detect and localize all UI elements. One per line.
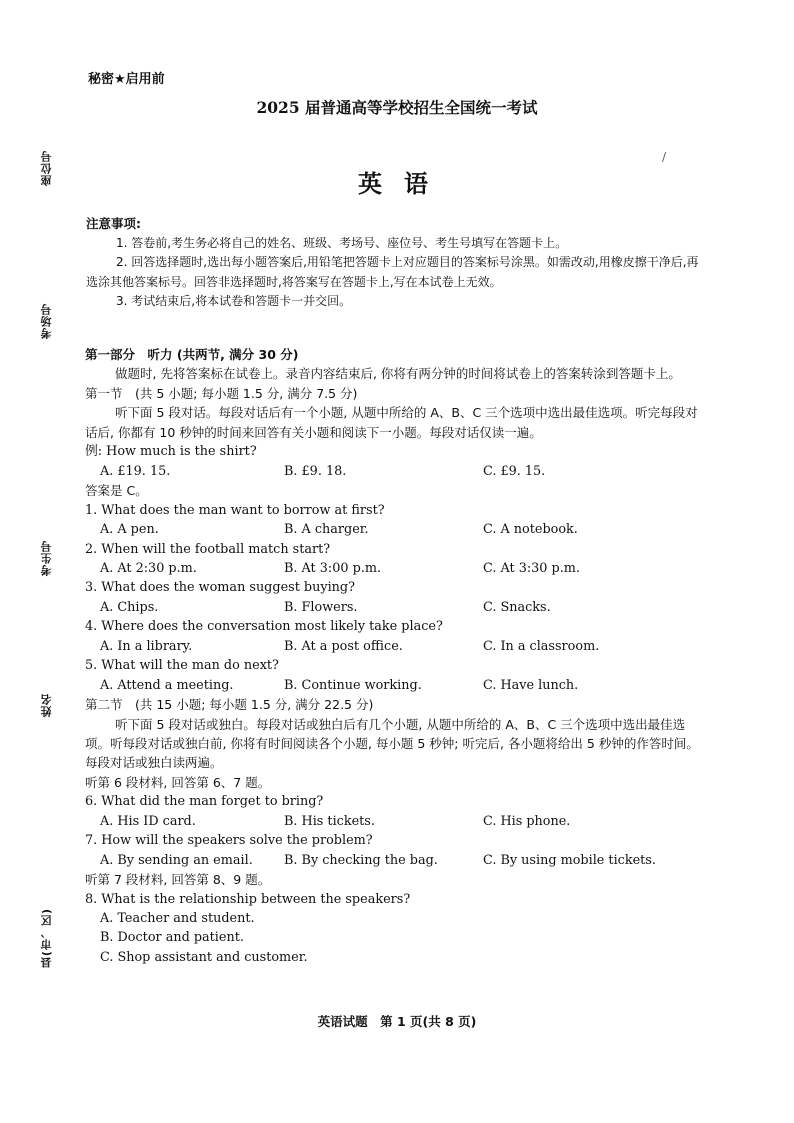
question-7: 7. How will the speakers solve the problem? [85,833,373,849]
section1-instructions: 听下面 5 段对话。每段对话后有一个小题, 从题中所给的 A、B、C 三个选项中选出最佳选项。听完每段对话后, 你都有 10 秒钟的时间来回答有关小题和阅读下一小题。每段对话仅读一遍。 [85,405,698,440]
question-5-options [85,676,705,695]
exam-title: 2025 届普通高等学校招生全国统一考试 [256,98,538,117]
question-2: 2. When will the football match start? [85,541,331,557]
option-b: B. Flowers. [284,599,358,615]
question-3-options [85,598,705,617]
option-b: B. A charger. [284,522,369,538]
section2-instructions: 听下面 5 段对话或独白。每段对话或独白后有几个小题, 从题中所给的 A、B、C 三个选项中选出最佳选项。听每段对话或独白前, 你将有时间阅读各个小题, 每小题 5 秒钟; 听完后, 各小题将给出 5 秒钟的作答时间。每段对话或独白读两遍。 [85,716,699,771]
notes-section [86,214,706,312]
question-2-options [85,559,705,578]
option-a: A. £19. 15. [100,463,171,479]
side-label-name: 姓名 [40,693,53,717]
part1-content [85,345,705,967]
option-c: C. Have lunch. [483,677,579,693]
part1-instructions: 做题时, 先将答案标在试卷上。录音内容结束后, 你将有两分钟的时间将试卷上的答案转涂到答题卡上。 [115,366,681,382]
option-c: C. Snacks. [483,599,551,615]
side-label-seat-number: 座位号 [40,150,53,186]
subject-title: 英语 [358,170,450,198]
option-b: B. Doctor and patient. [100,930,244,946]
material-6-label: 听第 6 段材料, 回答第 6、7 题。 [85,774,271,790]
option-c: C. At 3:30 p.m. [483,560,580,576]
option-c: C. By using mobile tickets. [483,852,656,868]
option-a: A. By sending an email. [100,852,253,868]
example-answer: 答案是 C。 [85,483,148,499]
section1-title: 第一节 (共 5 小题; 每小题 1.5 分, 满分 7.5 分) [85,385,358,401]
question-6: 6. What did the man forget to bring? [85,794,324,810]
option-c: C. In a classroom. [483,638,600,654]
side-label-student-number: 考生号 [40,540,53,576]
option-c: C. His phone. [483,813,571,829]
option-a: A. His ID card. [100,813,196,829]
question-3: 3. What does the woman suggest buying? [85,580,355,596]
side-label-room-number: 考场号 [40,303,53,339]
option-a: A. Attend a meeting. [100,677,234,693]
option-a: A. Chips. [100,599,159,615]
material-7-label: 听第 7 段材料, 回答第 8、9 题。 [85,872,271,888]
part1-title: 第一部分 听力 (共两节, 满分 30 分) [85,347,299,362]
side-label-county: 县(市、区) [40,908,53,969]
option-b: B. £9. 18. [284,463,347,479]
section2-title: 第二节 (共 15 小题; 每小题 1.5 分, 满分 22.5 分) [85,697,374,713]
note-item: 1. 答卷前,考生务必将自己的姓名、班级、考场号、座位号、考生号填写在答题卡上。 [116,235,568,250]
question-1: 1. What does the man want to borrow at first? [85,502,385,518]
option-b: B. At 3:00 p.m. [284,560,382,576]
question-5: 5. What will the man do next? [85,658,279,674]
question-6-options [85,812,705,831]
option-b: B. His tickets. [284,813,375,829]
page-footer: 英语试题 第 1 页(共 8 页) [317,1014,477,1029]
stray-mark: / [662,150,667,164]
question-8: 8. What is the relationship between the speakers? [85,891,411,907]
option-a: A. A pen. [100,522,159,538]
example-options [85,462,705,481]
option-b: B. By checking the bag. [284,852,438,868]
option-a: A. At 2:30 p.m. [100,560,197,576]
question-4: 4. Where does the conversation most likely take place? [85,619,443,635]
question-1-options [85,520,705,539]
note-item: 2. 回答选择题时,选出每小题答案后,用铅笔把答题卡上对应题目的答案标号涂黑。如需改动,用橡皮擦干净后,再选涂其他答案标号。回答非选择题时,将答案写在答题卡上,写在本试卷上无效。 [86,255,699,289]
option-a: A. In a library. [100,638,193,654]
option-a: A. Teacher and student. [100,911,255,927]
confidential-label: 秘密★启用前 [88,72,165,87]
question-7-options [85,851,705,870]
option-c: C. A notebook. [483,522,578,538]
option-b: B. At a post office. [284,638,403,654]
note-item: 3. 考试结束后,将本试卷和答题卡一并交回。 [116,294,352,308]
option-c: C. Shop assistant and customer. [100,949,308,965]
option-b: B. Continue working. [284,677,422,693]
example-question: 例: How much is the shirt? [85,444,257,460]
question-4-options [85,637,705,656]
option-c: C. £9. 15. [483,463,546,479]
notes-heading: 注意事项: [86,216,141,231]
